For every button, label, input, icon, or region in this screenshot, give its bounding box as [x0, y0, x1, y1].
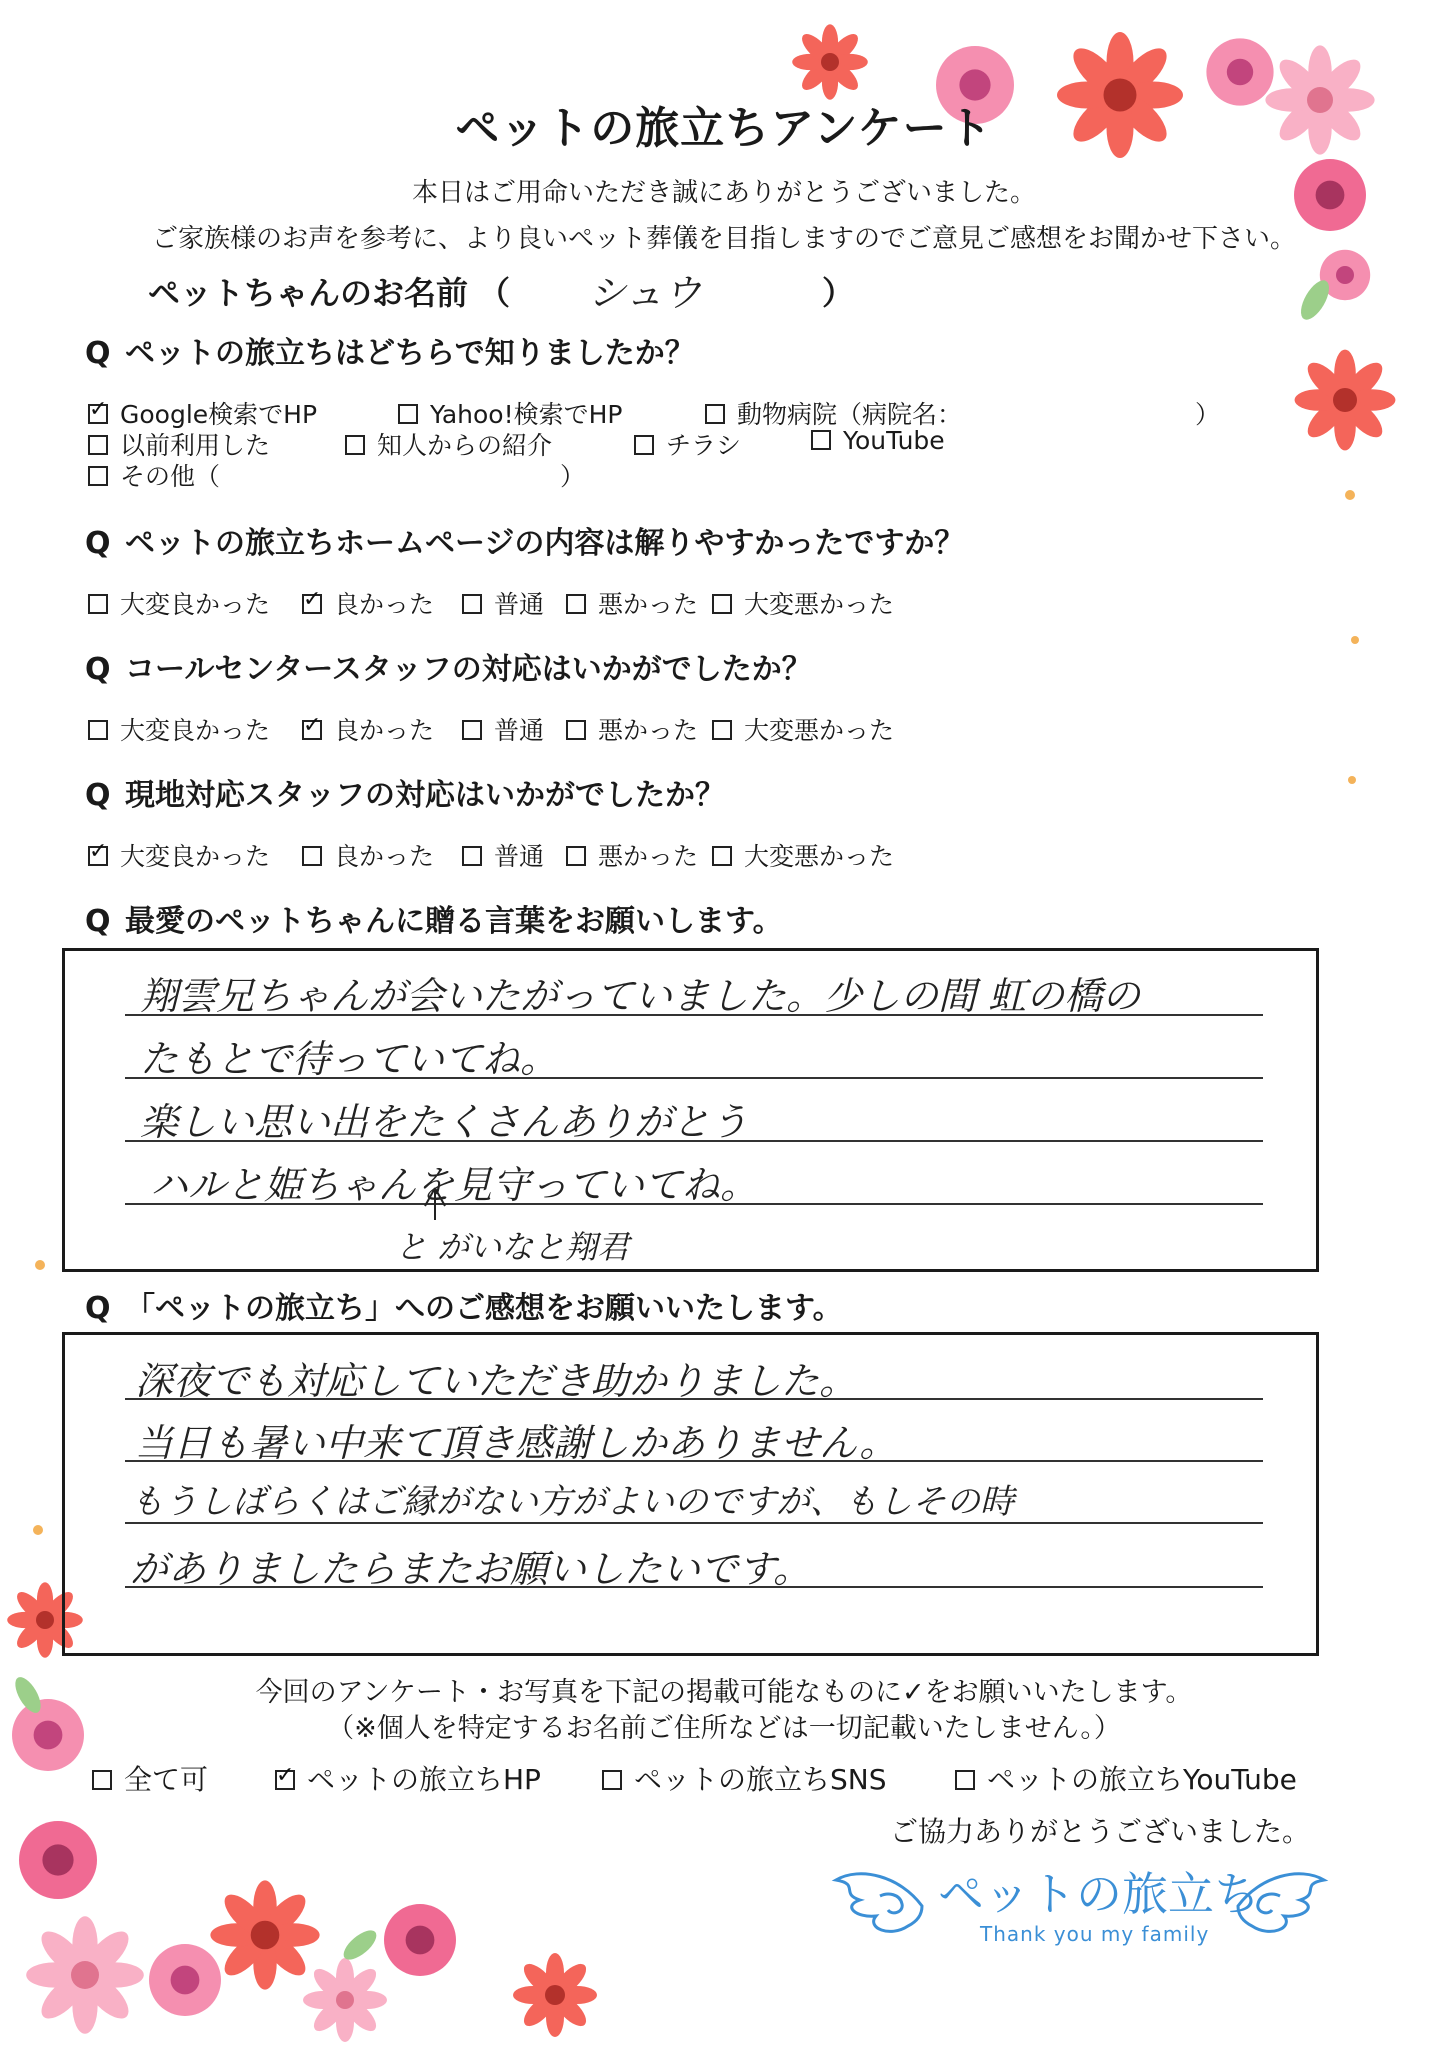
q1-option-vet[interactable]: 動物病院（病院名： [705, 395, 962, 431]
q2-option-normal[interactable]: 普通 [462, 585, 544, 621]
q4-option-very-bad[interactable]: 大変悪かった [712, 837, 894, 873]
question-6-text: 「ペットの旅立ち」へのご感想をお願いいたします。 [125, 1291, 843, 1326]
checkbox-icon[interactable] [88, 720, 108, 740]
message-to-pet-insertion: と がいなと翔君 [395, 1228, 630, 1266]
checkbox-icon[interactable] [712, 846, 732, 866]
flower-icon [26, 1916, 144, 2034]
question-1-text: ペットの旅立ちはどちらで知りましたか？ [125, 336, 695, 371]
checkbox-icon[interactable] [634, 435, 654, 455]
q1-other-close-paren: ） [560, 462, 586, 491]
checkbox-checked-icon[interactable] [88, 404, 108, 424]
q4-option-good[interactable]: 良かった [302, 837, 434, 873]
logo-tagline: Thank you my family [980, 1922, 1210, 1946]
pet-name-open-paren: （ [478, 274, 511, 312]
flower-icon [210, 1880, 319, 1989]
checkbox-icon[interactable] [712, 594, 732, 614]
checkbox-icon[interactable] [566, 720, 586, 740]
question-2-text: ペットの旅立ちホームページの内容は解りやすかったですか？ [125, 526, 965, 561]
pet-name-label: ペットちゃんのお名前 [148, 274, 469, 312]
q1-option-google[interactable]: ✓Google検索でHP [88, 395, 317, 431]
q2-option-very-bad[interactable]: 大変悪かった [712, 585, 894, 621]
checkbox-icon[interactable] [88, 435, 108, 455]
question-4-text: 現地対応スタッフの対応はいかがでしたか？ [125, 778, 725, 813]
q4-option-very-good[interactable]: ✓大変良かった [88, 837, 270, 873]
checkbox-icon[interactable] [345, 435, 365, 455]
flower-icon [513, 1953, 597, 2037]
flower-icon [1295, 350, 1396, 451]
feedback-line-4: がありましたらまたお願いしたいです。 [130, 1547, 811, 1591]
question-4: Q 現地対応スタッフの対応はいかがでしたか？ [85, 778, 725, 813]
q3-option-normal[interactable]: 普通 [462, 711, 544, 747]
survey-title: ペットの旅立ちアンケート [455, 103, 993, 154]
checkbox-icon[interactable] [712, 720, 732, 740]
checkbox-icon[interactable] [92, 1770, 112, 1790]
consent-option-sns[interactable]: ペットの旅立ちSNS [602, 1758, 887, 1798]
pet-name-value[interactable]: シュウ [588, 271, 702, 315]
message-to-pet-line-2: たもとで待っていてね。 [140, 1037, 559, 1081]
q4-option-bad[interactable]: 悪かった [566, 837, 698, 873]
feedback-line-1: 深夜でも対応していただき助かりました。 [135, 1359, 858, 1403]
consent-note-line-2: （※個人を特定するお名前ご住所などは一切記載いたしません。） [327, 1713, 1121, 1744]
checkbox-icon[interactable] [602, 1770, 622, 1790]
question-5: Q 最愛のペットちゃんに贈る言葉をお願いします。 [85, 904, 783, 939]
thanks-message: ご協力ありがとうございました。 [889, 1815, 1310, 1848]
checkbox-icon[interactable] [398, 404, 418, 424]
checkbox-icon[interactable] [955, 1770, 975, 1790]
q2-option-good[interactable]: ✓ 良かった [302, 585, 434, 621]
checkbox-icon[interactable] [462, 594, 482, 614]
feedback-line-3: もうしばらくはご縁がない方がよいのですが、もしその時 [130, 1482, 1014, 1522]
checkbox-icon[interactable] [88, 594, 108, 614]
left-wing-icon [830, 1866, 930, 1946]
question-1 [85, 328, 695, 372]
right-wing-icon [1230, 1866, 1330, 1946]
q-mark: Q [85, 336, 111, 371]
q3-option-bad[interactable]: 悪かった [566, 711, 698, 747]
q4-option-normal[interactable]: 普通 [462, 837, 544, 873]
consent-note-line-1: 今回のアンケート・お写真を下記の掲載可能なものに✓をお願いいたします。 [255, 1677, 1193, 1708]
checkbox-icon[interactable] [462, 720, 482, 740]
feedback-line-2: 当日も暑い中来て頂き感謝しかありません。 [135, 1421, 898, 1465]
checkbox-checked-icon[interactable] [302, 720, 322, 740]
checkbox-icon[interactable] [811, 430, 831, 450]
logo-name: ペットの旅立ち [938, 1867, 1260, 1921]
q3-option-good[interactable]: ✓ 良かった [302, 711, 434, 747]
question-6: Q 「ペットの旅立ち」へのご感想をお願いいたします。 [85, 1291, 843, 1326]
message-to-pet-line-1: 翔雲兄ちゃんが会いたがっていました。少しの間 虹の橋の [140, 974, 1141, 1018]
intro-line-2: ご家族様のお声を参考に、より良いペット葬儀を目指しますのでご意見ご感想をお聞かせ下さい。 [151, 224, 1296, 254]
intro-line-1: 本日はご用命いただき誠にありがとうございました。 [411, 178, 1036, 208]
q3-option-very-bad[interactable]: 大変悪かった [712, 711, 894, 747]
checkbox-icon[interactable] [462, 846, 482, 866]
message-to-pet-line-3: 楽しい思い出をたくさんありがとう [140, 1100, 749, 1144]
insertion-caret-icon [420, 1186, 450, 1222]
q3-option-very-good[interactable]: 大変良かった [88, 711, 270, 747]
q2-option-bad[interactable]: 悪かった [566, 585, 698, 621]
flower-icon [792, 24, 868, 100]
checkbox-icon[interactable] [566, 846, 586, 866]
q1-option-previous[interactable]: 以前利用した [88, 426, 270, 462]
flower-icon [384, 1904, 456, 1976]
message-to-pet-line-4: ハルと姫ちゃんを見守っていてね。 [150, 1163, 759, 1207]
checkbox-icon[interactable] [88, 466, 108, 486]
brand-logo [830, 1858, 1330, 1968]
q1-vet-close-paren: ） [1195, 400, 1221, 429]
checkbox-icon[interactable] [705, 404, 725, 424]
flower-icon [149, 1944, 221, 2016]
flower-icon [19, 1821, 97, 1899]
q1-option-referral[interactable]: 知人からの紹介 [345, 426, 552, 462]
q1-option-yahoo[interactable]: Yahoo!検索でHP [398, 395, 622, 431]
q1-option-flyer[interactable]: チラシ [634, 426, 741, 462]
consent-option-all[interactable]: 全て可 [92, 1758, 208, 1798]
checkbox-icon[interactable] [566, 594, 586, 614]
q2-option-very-good[interactable]: 大変良かった [88, 585, 270, 621]
question-3: Q コールセンタースタッフの対応はいかがでしたか？ [85, 652, 812, 687]
flower-icon [303, 1958, 387, 2042]
checkbox-icon[interactable] [302, 846, 322, 866]
consent-option-hp[interactable]: ✓ ペットの旅立ちHP [275, 1758, 541, 1798]
q1-option-other[interactable]: その他（ [88, 457, 220, 493]
pet-name-close-paren: ） [822, 274, 855, 312]
checkbox-checked-icon[interactable] [302, 594, 322, 614]
checkbox-checked-icon[interactable] [275, 1770, 295, 1790]
q1-option-youtube[interactable]: YouTube [811, 426, 945, 455]
checkbox-checked-icon[interactable] [88, 846, 108, 866]
question-3-text: コールセンタースタッフの対応はいかがでしたか？ [125, 652, 812, 687]
consent-option-youtube[interactable]: ペットの旅立ちYouTube [955, 1758, 1297, 1798]
question-5-text: 最愛のペットちゃんに贈る言葉をお願いします。 [125, 904, 783, 939]
question-2: Q ペットの旅立ちホームページの内容は解りやすかったですか？ [85, 526, 965, 561]
